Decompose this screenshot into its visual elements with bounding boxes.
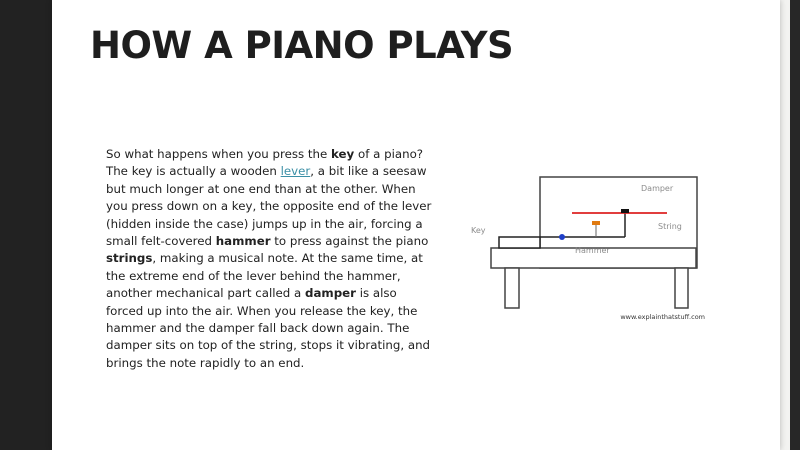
lever-link[interactable]: lever xyxy=(280,164,311,179)
paragraph-text: , making a musical note. At the same time, at the extreme end of the lever behind the hammer, another mechanical part called a xyxy=(106,251,423,301)
right-edge-bar xyxy=(790,0,800,450)
paragraph-text: , a bit like a seesaw but much longer at one end than at the other. When you press down on a key, the opposite end of the lever (hidden inside the case) jumps up in the air, forcing a small felt-covered xyxy=(106,164,432,249)
piano-key xyxy=(499,237,540,248)
paragraph-text: is also forced up into the air. When you release the key, the hammer and the damper fall back down again. The damper sits on top of the string, stops it vibrating, and brings the note rapidly to an end. xyxy=(106,286,431,370)
bold-term: hammer xyxy=(215,234,271,249)
piano-diagram-svg xyxy=(457,155,709,323)
bold-term: key xyxy=(331,147,355,161)
hammer-head xyxy=(592,221,600,225)
diagram-credit: www.explainthatstuff.com xyxy=(620,313,705,321)
piano-leg-left xyxy=(505,268,519,308)
label-string: String xyxy=(658,222,682,231)
paragraph-text: of a piano? The key is actually a wooden xyxy=(106,147,424,179)
left-sidebar-bar xyxy=(0,0,52,450)
body-paragraph xyxy=(106,146,436,372)
lever-pivot xyxy=(559,234,565,240)
paragraph-text: So what happens when you press the xyxy=(106,147,332,161)
slide-title: HOW A PIANO PLAYS xyxy=(90,24,514,67)
piano-diagram xyxy=(457,155,709,323)
label-key: Key xyxy=(471,226,486,235)
bold-term: damper xyxy=(305,286,356,301)
bold-term: strings xyxy=(106,251,153,266)
paragraph-text: to press against the piano xyxy=(270,234,429,249)
piano-leg-right xyxy=(675,268,688,308)
damper-block xyxy=(621,209,629,213)
label-hammer: Hammer xyxy=(575,246,610,255)
label-damper: Damper xyxy=(641,184,674,193)
